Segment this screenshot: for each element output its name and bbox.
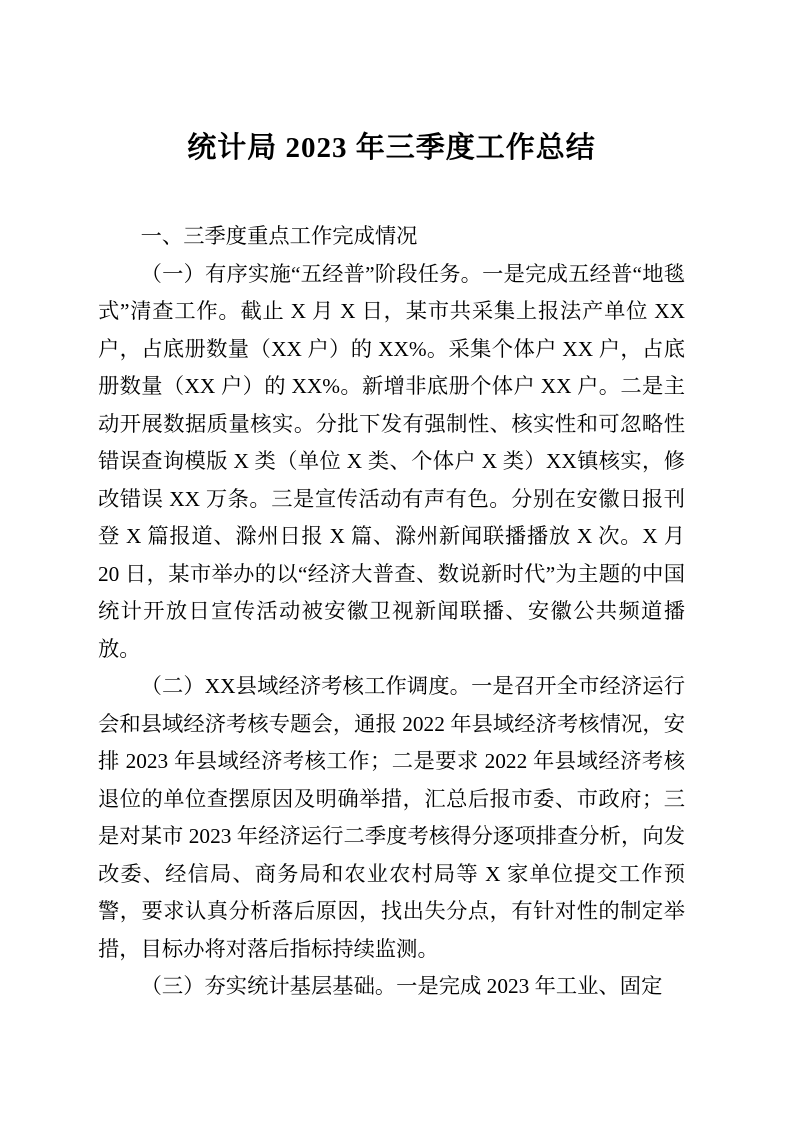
- section-heading: 一、三季度重点工作完成情况: [140, 224, 418, 248]
- document-body: [98, 218, 685, 1006]
- paragraph-3: （三）夯实统计基层基础。一是完成 2023 年工业、固定: [140, 974, 663, 998]
- paragraph-2: （二）XX县域经济考核工作调度。一是召开全市经济运行会和县域经济考核专题会，通报 2022 年县域经济考核情况，安排 2023 年县域经济考核工作；二是要求 2022 年县域经济考核退位的单位查摆原因及明确举措，汇总后报市委、市政府；三是对某市 2023 年经济运行二季度考核得分逐项排查分析，向发改委、经信局、商务局和农业农村局等 X 家单位提交工作预警，要求认真分析落后原因，找出失分点，有针对性的制定举措，目标办将对落后指标持续监测。: [98, 674, 685, 961]
- document-title: 统计局 2023 年三季度工作总结: [187, 132, 596, 164]
- paragraph-1: （一）有序实施“五经普”阶段任务。一是完成五经普“地毯式”清查工作。截止 X 月 X 日，某市共采集上报法产单位 XX 户，占底册数量（XX 户）的 XX%。采集个体户 XX 户，占底册数量（XX 户）的 XX%。新增非底册个体户 XX 户。二是主动开展数据质量核实。分批下发有强制性、核实性和可忽略性错误查询模版 X 类（单位 X 类、个体户 X 类）XX镇核实，修改错误 XX 万条。三是宣传活动有声有色。分别在安徽日报刊登 X 篇报道、滁州日报 X 篇、滁州新闻联播播放 X 次。X 月 20 日，某市举办的以“经济大普查、数说新时代”为主题的中国统计开放日宣传活动被安徽卫视新闻联播、安徽公共频道播放。: [98, 261, 685, 661]
